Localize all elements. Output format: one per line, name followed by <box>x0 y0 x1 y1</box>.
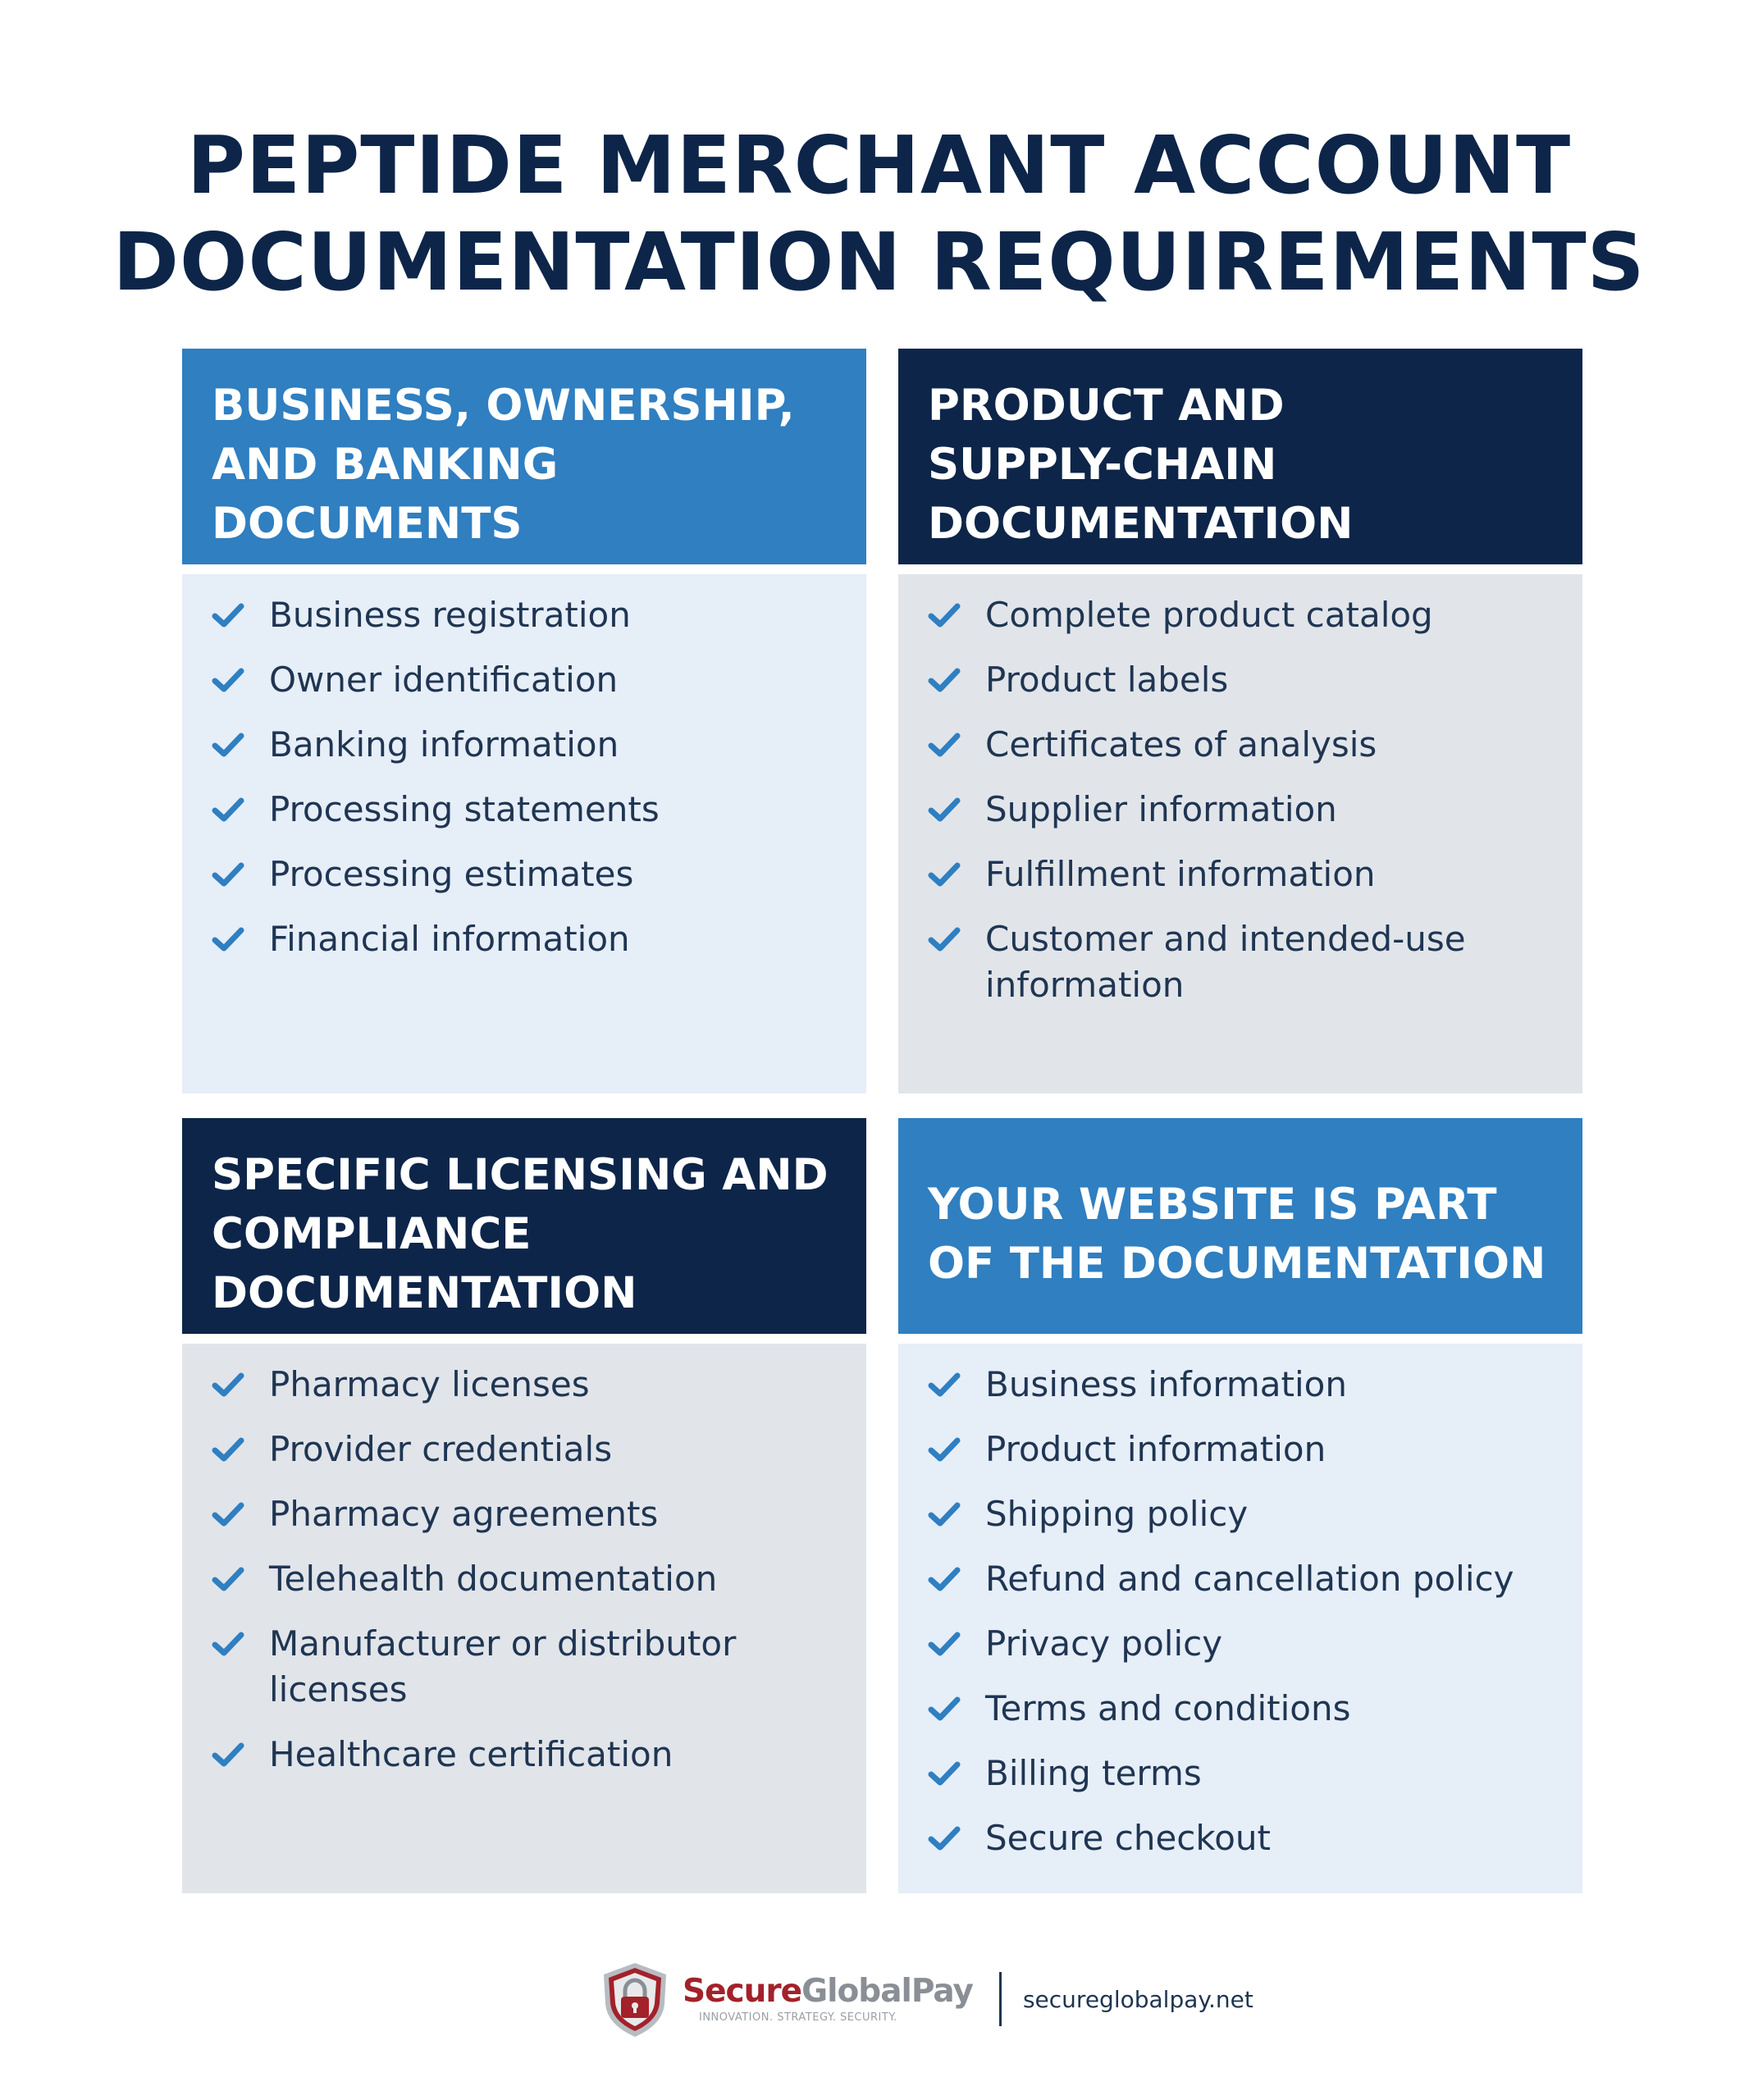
list-item <box>212 1362 842 1408</box>
list-item-text: Pharmacy agreements <box>269 1494 659 1534</box>
card-body <box>182 1344 866 1893</box>
list-item-text: Telehealth documentation <box>269 1559 718 1599</box>
checkmark-icon <box>928 1427 964 1472</box>
list-item-text: Owner identification <box>269 660 619 700</box>
card-header-line: COMPLIANCE <box>212 1208 532 1259</box>
page-title <box>0 117 1758 311</box>
checkmark-icon <box>928 1556 964 1602</box>
list-item <box>928 1751 1558 1796</box>
footer-divider <box>999 1972 1002 2026</box>
list-item <box>928 1427 1558 1472</box>
checkmark-icon <box>212 1491 248 1537</box>
card-licensing-compliance <box>182 1118 866 1893</box>
list-item <box>928 787 1558 833</box>
card-header-line: YOUR WEBSITE IS PART <box>928 1179 1497 1230</box>
checklist <box>212 592 842 962</box>
list-item <box>928 1491 1558 1537</box>
checkmark-icon <box>212 592 248 638</box>
checklist <box>212 1362 842 1778</box>
list-item-text: Healthcare certification <box>269 1734 674 1774</box>
card-business-ownership-banking <box>182 349 866 1093</box>
checklist <box>928 592 1558 1008</box>
checkmark-icon <box>928 1751 964 1796</box>
list-item-text: Provider credentials <box>269 1429 613 1469</box>
list-item <box>928 592 1558 638</box>
website-link[interactable]: secureglobalpay.net <box>1022 1985 1253 2013</box>
checkmark-icon <box>212 916 248 962</box>
list-item <box>928 916 1558 1008</box>
list-item <box>928 1556 1558 1602</box>
checkmark-icon <box>212 1362 248 1408</box>
list-item-text: Supplier information <box>985 789 1337 829</box>
list-item-text: Shipping policy <box>985 1494 1249 1534</box>
list-item-text: Product labels <box>985 660 1229 700</box>
checkmark-icon <box>928 1362 964 1408</box>
list-item <box>928 1621 1558 1667</box>
list-item-text: Refund and cancellation policy <box>985 1559 1514 1599</box>
brand-name-globalpay: GlobalPay <box>801 1973 973 2010</box>
card-website-documentation <box>898 1118 1582 1893</box>
checkmark-icon <box>212 1621 248 1667</box>
checkmark-icon <box>928 1815 964 1861</box>
checkmark-icon <box>928 851 964 897</box>
list-item-text: Secure checkout <box>985 1818 1271 1858</box>
page-title-line-2: DOCUMENTATION REQUIREMENTS <box>112 215 1646 308</box>
checkmark-icon <box>212 1556 248 1602</box>
list-item <box>212 1621 842 1713</box>
shield-lock-icon <box>594 1958 676 2040</box>
list-item-text: Financial information <box>269 919 630 959</box>
checklist <box>928 1362 1558 1861</box>
list-item-text: Business information <box>985 1364 1347 1404</box>
checkmark-icon <box>212 657 248 703</box>
checkmark-icon <box>928 1621 964 1667</box>
list-item-text: Manufacturer or distributor licenses <box>269 1623 737 1710</box>
checkmark-icon <box>928 1491 964 1537</box>
list-item <box>212 1427 842 1472</box>
list-item-text: Processing estimates <box>269 854 634 894</box>
list-item <box>212 1491 842 1537</box>
list-item-text: Business registration <box>269 595 631 635</box>
list-item <box>928 1686 1558 1732</box>
list-item <box>212 1732 842 1778</box>
card-header-line: SUPPLY-CHAIN <box>928 439 1277 490</box>
card-header-line: OF THE DOCUMENTATION <box>928 1238 1546 1289</box>
list-item-text: Banking information <box>269 724 619 765</box>
checkmark-icon <box>212 787 248 833</box>
list-item <box>212 851 842 897</box>
checkmark-icon <box>212 851 248 897</box>
checkmark-icon <box>928 1686 964 1732</box>
checkmark-icon <box>212 1732 248 1778</box>
footer <box>594 1954 1253 2044</box>
checkmark-icon <box>212 1427 248 1472</box>
list-item <box>212 722 842 768</box>
card-header-line: BUSINESS, OWNERSHIP, <box>212 380 795 431</box>
card-header-line: AND BANKING <box>212 439 559 490</box>
card-header-line: DOCUMENTATION <box>212 1267 637 1318</box>
list-item-text: Customer and intended-use information <box>985 919 1466 1005</box>
brand-name-secure: Secure <box>683 1973 802 2010</box>
brand-name <box>683 1973 973 2011</box>
card-header <box>898 1118 1582 1334</box>
brand-block <box>683 1973 973 2025</box>
checkmark-icon <box>212 722 248 768</box>
card-header <box>898 349 1582 564</box>
list-item <box>928 851 1558 897</box>
list-item-text: Billing terms <box>985 1753 1202 1793</box>
checkmark-icon <box>928 592 964 638</box>
card-body <box>898 574 1582 1093</box>
card-header <box>182 1118 866 1334</box>
list-item-text: Pharmacy licenses <box>269 1364 590 1404</box>
checkmark-icon <box>928 657 964 703</box>
list-item <box>928 722 1558 768</box>
checkmark-icon <box>928 722 964 768</box>
list-item <box>212 657 842 703</box>
card-body <box>898 1344 1582 1893</box>
list-item <box>212 1556 842 1602</box>
list-item-text: Terms and conditions <box>985 1688 1351 1728</box>
card-body <box>182 574 866 1093</box>
list-item <box>928 1362 1558 1408</box>
list-item-text: Processing statements <box>269 789 660 829</box>
checkmark-icon <box>928 916 964 962</box>
list-item-text: Certificates of analysis <box>985 724 1377 765</box>
brand-tagline: INNOVATION. STRATEGY. SECURITY. <box>699 2011 897 2024</box>
card-header-line: DOCUMENTATION <box>928 498 1354 549</box>
list-item-text: Product information <box>985 1429 1326 1469</box>
card-product-supply-chain <box>898 349 1582 1093</box>
page-title-line-1: PEPTIDE MERCHANT ACCOUNT <box>186 118 1572 212</box>
list-item-text: Privacy policy <box>985 1623 1223 1664</box>
card-header-line: DOCUMENTS <box>212 498 523 549</box>
list-item <box>928 657 1558 703</box>
checkmark-icon <box>928 787 964 833</box>
list-item <box>212 592 842 638</box>
list-item <box>212 787 842 833</box>
card-header-line: SPECIFIC LICENSING AND <box>212 1149 829 1200</box>
card-header <box>182 349 866 564</box>
card-header-line: PRODUCT AND <box>928 380 1285 431</box>
list-item-text: Complete product catalog <box>985 595 1433 635</box>
list-item-text: Fulfillment information <box>985 854 1376 894</box>
list-item <box>928 1815 1558 1861</box>
list-item <box>212 916 842 962</box>
